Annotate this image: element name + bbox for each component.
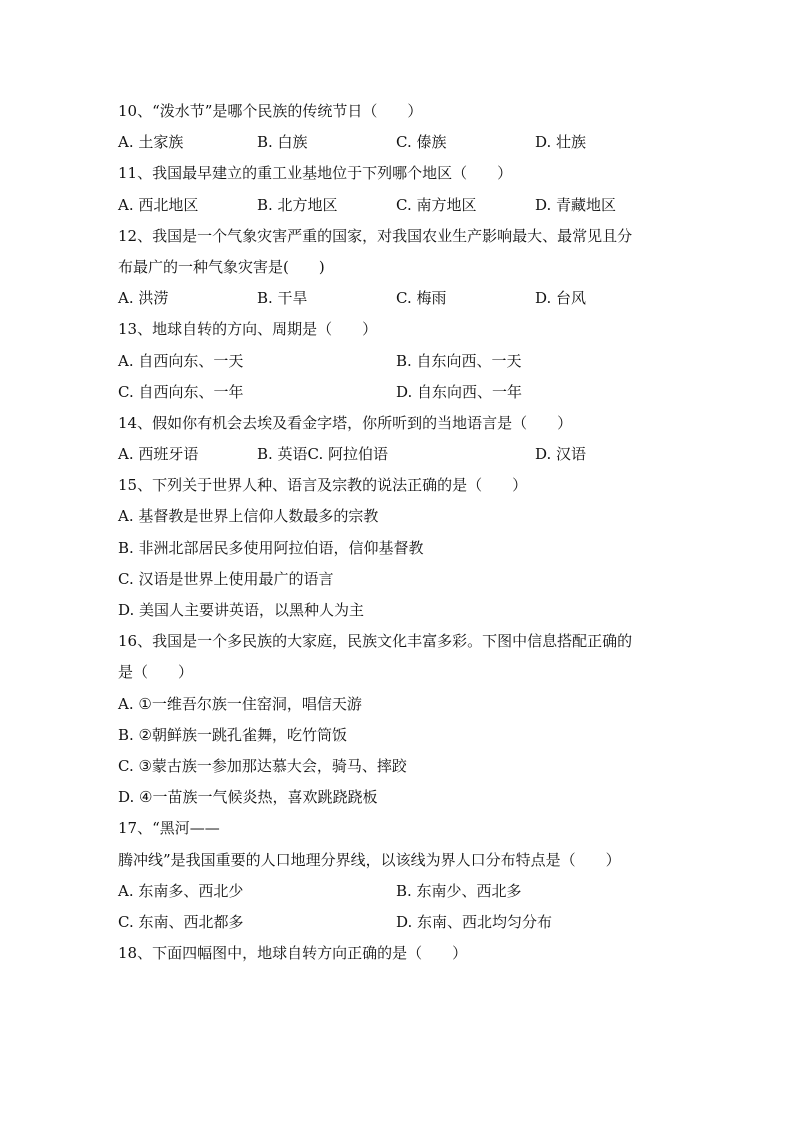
option-d[interactable]: D. 自东向西、一年 xyxy=(396,382,523,401)
question-stem: 15、下列关于世界人种、语言及宗教的说法正确的是（ ） xyxy=(118,476,528,495)
question-stem: 10、“泼水节”是哪个民族的传统节日（ ） xyxy=(118,102,423,120)
question-stem: 是（ ） xyxy=(118,663,194,682)
options-row xyxy=(118,377,678,408)
question-stem: 14、假如你有机会去埃及看金字塔，你所听到的当地语言是（ ） xyxy=(118,413,573,432)
question-q10 xyxy=(118,96,678,158)
option-c[interactable]: C. 傣族 xyxy=(396,133,447,152)
option-a[interactable]: A. 西北地区 xyxy=(118,195,199,214)
option-b[interactable]: B. 东南少、西北多 xyxy=(396,881,522,900)
option-b[interactable]: B. ②朝鲜族一跳孔雀舞，吃竹筒饭 xyxy=(118,725,348,744)
question-stem: 12、我国是一个气象灾害严重的国家，对我国农业生产影响最大、最常见且分 xyxy=(118,226,633,245)
question-q15 xyxy=(118,470,678,626)
option-d[interactable]: D. 壮族 xyxy=(535,133,587,152)
options-row xyxy=(118,283,678,314)
option-a[interactable]: A. 西班牙语 xyxy=(118,445,199,464)
question-stem: 布最广的一种气象灾害是( ) xyxy=(118,257,325,276)
option-c[interactable]: C. 自西向东、一年 xyxy=(118,382,244,401)
question-q18 xyxy=(118,938,678,969)
option-d[interactable]: D. 青藏地区 xyxy=(535,195,617,214)
option-b[interactable]: B. 自东向西、一天 xyxy=(396,351,522,370)
option-b[interactable]: B. 非洲北部居民多使用阿拉伯语，信仰基督教 xyxy=(118,538,424,557)
option-c[interactable] xyxy=(396,439,535,470)
question-q11 xyxy=(118,158,678,220)
option-a[interactable]: A. 土家族 xyxy=(118,133,184,152)
option-a[interactable]: A. 东南多、西北少 xyxy=(118,881,244,900)
option-a[interactable]: A. 洪涝 xyxy=(118,289,169,308)
option-d[interactable]: D. 美国人主要讲英语，以黑种人为主 xyxy=(118,601,365,619)
question-stem: 16、我国是一个多民族的大家庭，民族文化丰富多彩。下图中信息搭配正确的 xyxy=(118,632,633,651)
option-d[interactable]: D. 东南、西北均匀分布 xyxy=(396,912,553,931)
question-stem: 18、下面四幅图中，地球自转方向正确的是（ ） xyxy=(118,944,468,963)
options-row xyxy=(118,907,678,938)
question-stem: 13、地球自转的方向、周期是（ ） xyxy=(118,320,378,339)
option-a[interactable]: A. ①一维吾尔族一住窑洞，唱信天游 xyxy=(118,694,362,713)
question-stem: 11、我国最早建立的重工业基地位于下列哪个地区（ ） xyxy=(118,164,513,183)
question-stem: 腾冲线”是我国重要的人口地理分界线，以该线为界人口分布特点是（ ） xyxy=(118,850,621,869)
option-a[interactable]: A. 基督教是世界上信仰人数最多的宗教 xyxy=(118,507,379,526)
option-b[interactable]: B. 英语C. 阿拉伯语 xyxy=(257,445,389,464)
question-q16 xyxy=(118,626,678,813)
option-d[interactable]: D. 台风 xyxy=(535,289,587,308)
question-q13 xyxy=(118,314,678,408)
options-row xyxy=(118,876,678,907)
option-c[interactable]: C. 南方地区 xyxy=(396,195,477,214)
option-c[interactable]: C. 汉语是世界上使用最广的语言 xyxy=(118,569,334,588)
question-q12 xyxy=(118,221,678,315)
option-b[interactable]: B. 白族 xyxy=(257,133,308,152)
question-q17 xyxy=(118,813,678,938)
question-list xyxy=(118,96,678,969)
options-row xyxy=(118,346,678,377)
option-c[interactable]: C. ③蒙古族一参加那达慕大会，骑马、摔跤 xyxy=(118,756,407,775)
option-d[interactable]: D. ④一苗族一气候炎热，喜欢跳跷跷板 xyxy=(118,788,378,807)
option-c[interactable]: C. 东南、西北都多 xyxy=(118,912,244,931)
option-b[interactable]: B. 干旱 xyxy=(257,289,308,308)
options-row xyxy=(118,127,678,158)
option-a[interactable]: A. 自西向东、一天 xyxy=(118,351,244,370)
option-c[interactable]: C. 梅雨 xyxy=(396,289,447,308)
options-row xyxy=(118,439,678,470)
option-d[interactable]: D. 汉语 xyxy=(535,445,587,464)
question-q14 xyxy=(118,408,678,470)
question-stem: 17、“黑河—— xyxy=(118,819,220,838)
options-row xyxy=(118,190,678,221)
option-b[interactable]: B. 北方地区 xyxy=(257,195,338,214)
